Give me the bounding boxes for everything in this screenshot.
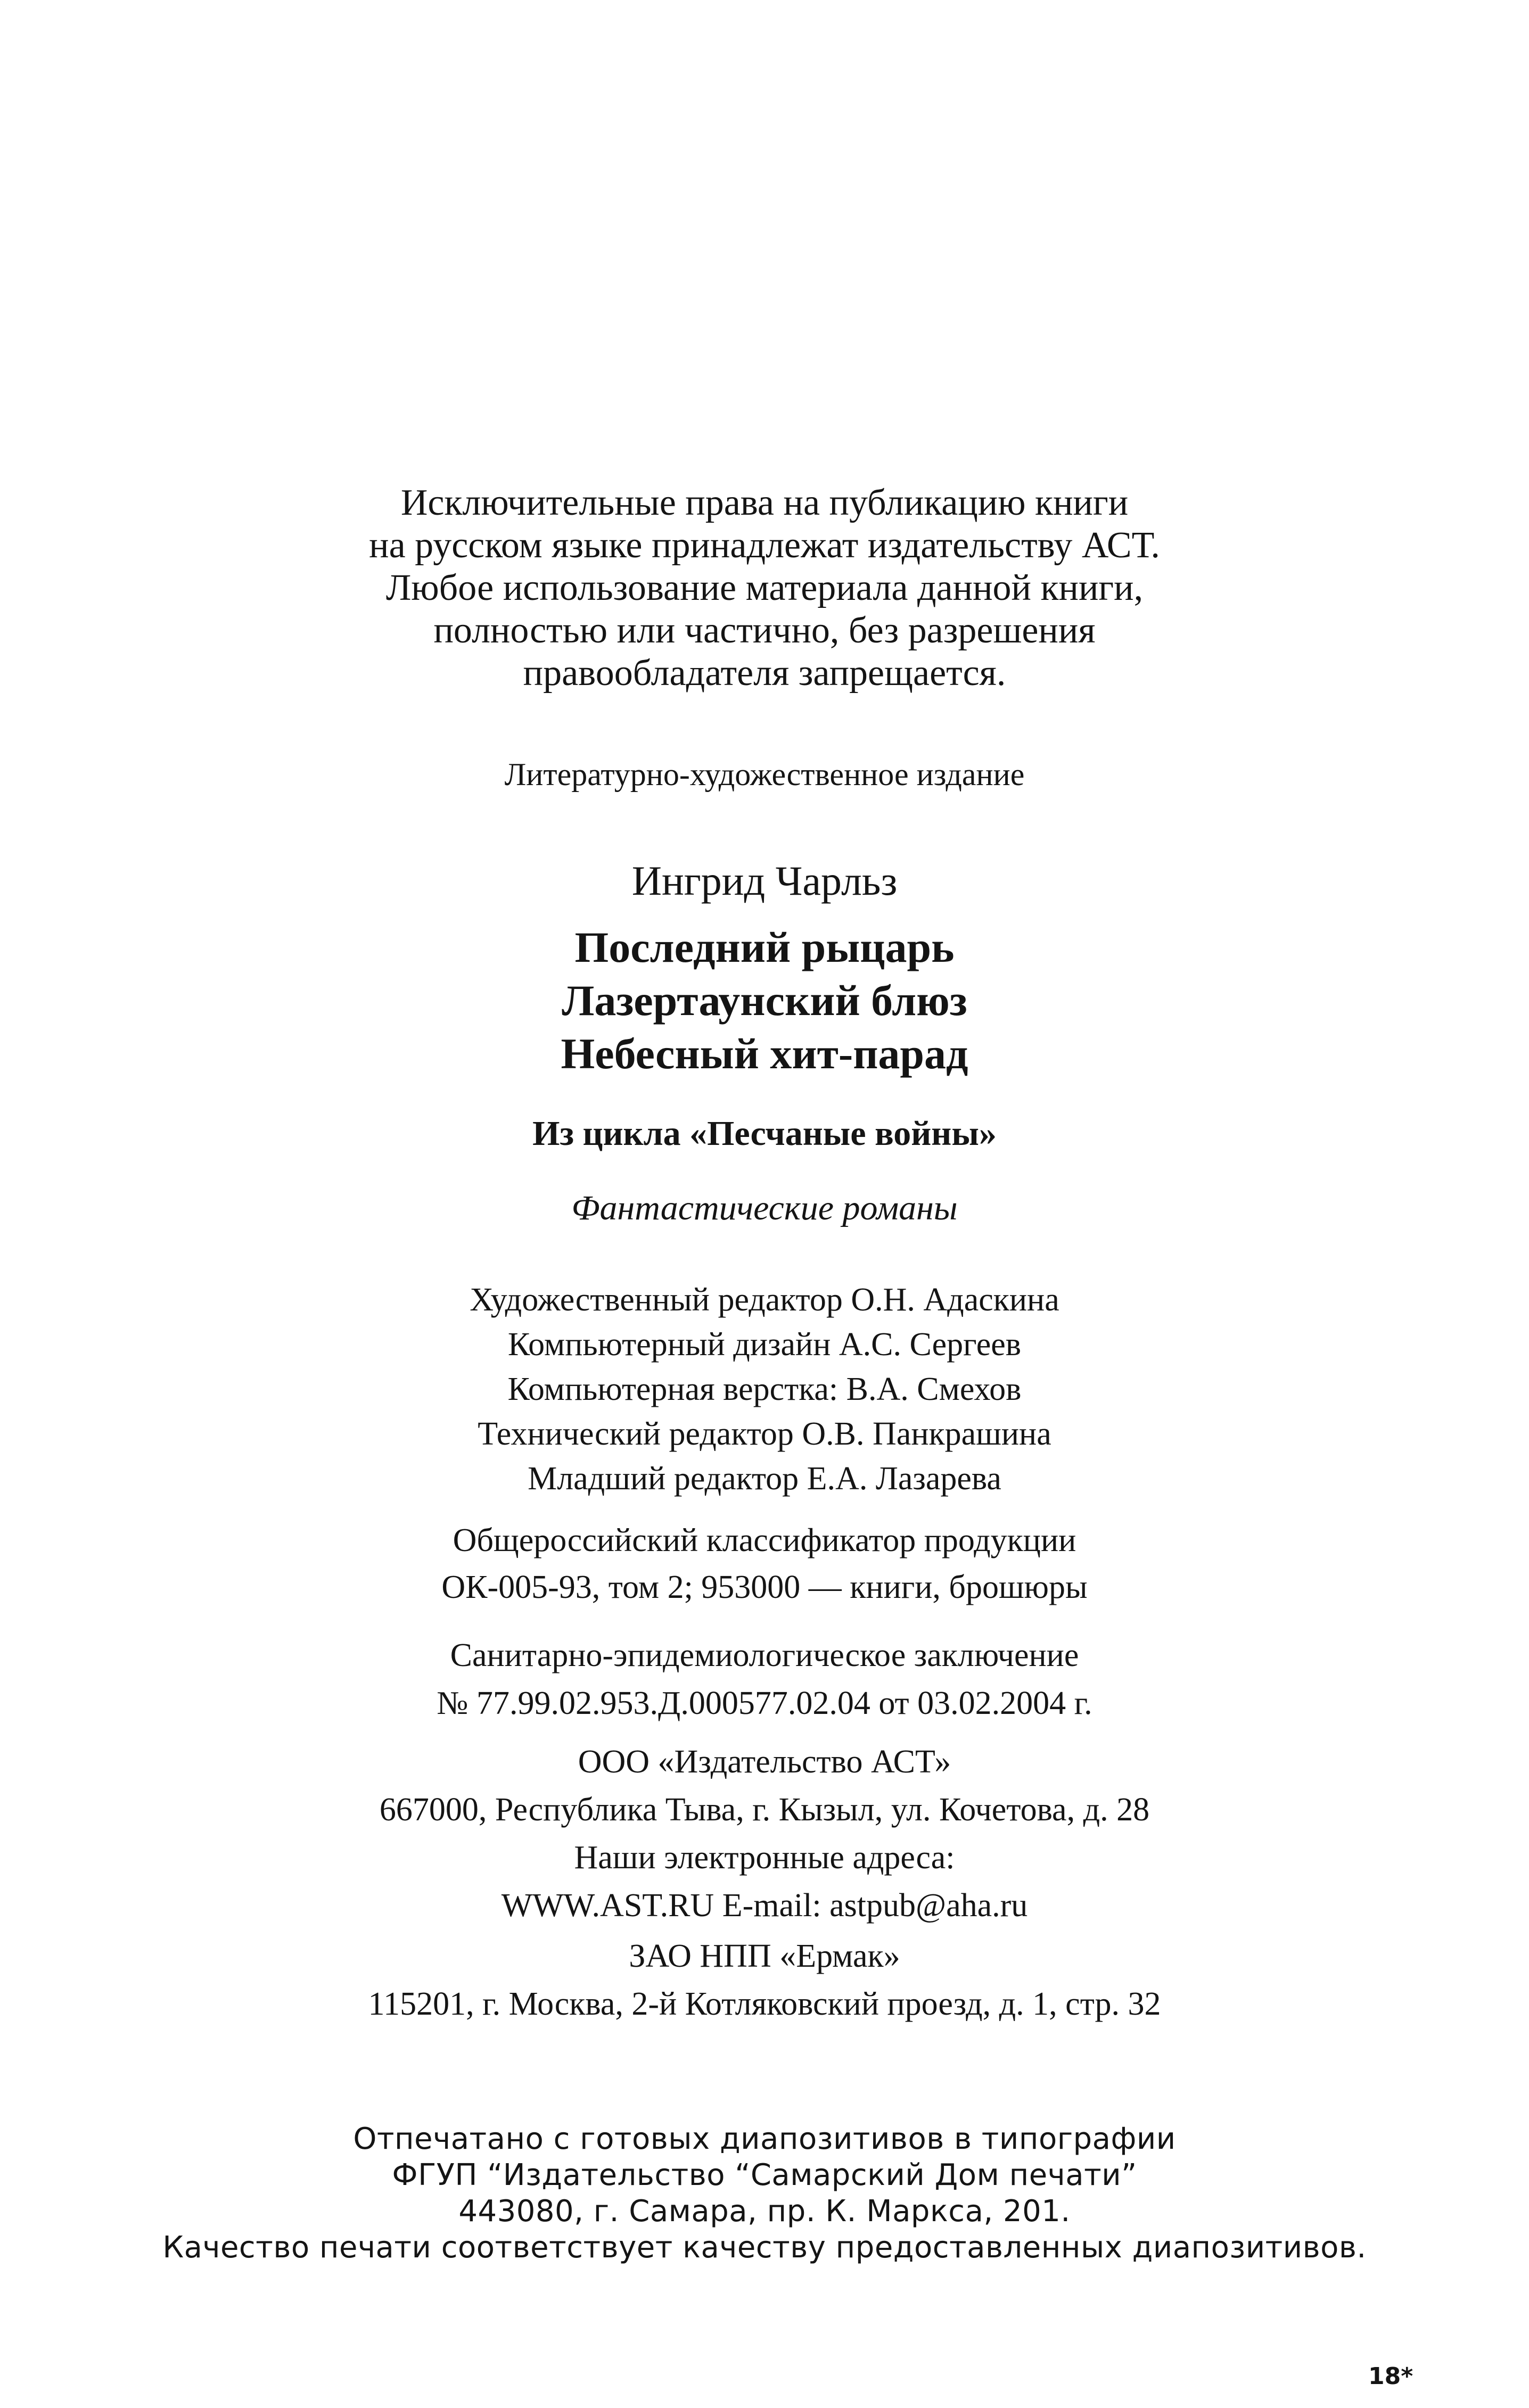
publisher-line: ООО «Издательство АСТ» <box>578 1744 951 1780</box>
typography-line: Качество печати соответствует качеству предоставленных диапозитивов. <box>162 2230 1367 2265</box>
edition-type-block <box>0 753 1529 796</box>
author-block <box>0 854 1529 908</box>
credit-line: Технический редактор О.В. Панкрашина <box>478 1416 1051 1452</box>
book-title: Последний рыцарь <box>574 923 955 971</box>
rights-notice-line: правообладателя запрещается. <box>523 653 1006 694</box>
rights-notice-line: на русском языке принадлежат издательству АСТ. <box>369 525 1160 566</box>
edition-type: Литературно-художественное издание <box>504 757 1025 792</box>
credit-line: Компьютерная верстка: В.А. Смехов <box>507 1371 1022 1407</box>
author-name: Ингрид Чарльз <box>631 857 898 904</box>
book-title: Небесный хит-парад <box>561 1029 968 1078</box>
genre: Фантастические романы <box>571 1189 958 1227</box>
cycle-name: Из цикла «Песчаные войны» <box>532 1114 997 1153</box>
typography-line: 443080, г. Самара, пр. К. Маркса, 201. <box>458 2194 1071 2229</box>
classifier-line: Общероссийский классификатор продукции <box>453 1522 1076 1558</box>
typography-info <box>0 2121 1529 2266</box>
signature-mark: 18* <box>1368 2363 1413 2390</box>
printer-line: 115201, г. Москва, 2-й Котляковский проезд, д. 1, стр. 32 <box>368 1986 1161 2022</box>
publisher-line: WWW.AST.RU E-mail: astpub@aha.ru <box>501 1887 1028 1924</box>
sanitary-certificate <box>0 1631 1529 1727</box>
genre-block <box>0 1184 1529 1232</box>
book-title: Лазертаунский блюз <box>562 976 967 1025</box>
publisher-line: 667000, Республика Тыва, г. Кызыл, ул. Кочетова, д. 28 <box>379 1792 1150 1828</box>
classifier-line: ОК-005-93, том 2; 953000 — книги, брошюры <box>441 1569 1088 1605</box>
typography-line: Отпечатано с готовых диапозитивов в типографии <box>353 2122 1176 2156</box>
credit-line: Компьютерный дизайн А.С. Сергеев <box>507 1326 1022 1363</box>
credit-line: Художественный редактор О.Н. Адаскина <box>470 1282 1059 1318</box>
rights-notice <box>0 482 1529 695</box>
typography-line: ФГУП “Издательство “Самарский Дом печати” <box>392 2158 1137 2192</box>
sanitary-line: № 77.99.02.953.Д.000577.02.04 от 03.02.2004 г. <box>437 1685 1092 1721</box>
cycle-block <box>0 1110 1529 1158</box>
product-classifier <box>0 1517 1529 1611</box>
rights-notice-line: Любое использование материала данной книги, <box>385 567 1144 608</box>
book-titles <box>0 921 1529 1081</box>
editorial-credits <box>0 1277 1529 1501</box>
publisher-line: Наши электронные адреса: <box>574 1840 955 1876</box>
sanitary-line: Санитарно-эпидемиологическое заключение <box>450 1637 1079 1673</box>
printer-info <box>0 1932 1529 2028</box>
publisher-info <box>0 1738 1529 1929</box>
printer-line: ЗАО НПП «Ермак» <box>629 1938 900 1974</box>
rights-notice-line: полностью или частично, без разрешения <box>433 610 1096 651</box>
credit-line: Младший редактор Е.А. Лазарева <box>528 1461 1001 1497</box>
rights-notice-line: Исключительные права на публикацию книги <box>400 482 1129 523</box>
